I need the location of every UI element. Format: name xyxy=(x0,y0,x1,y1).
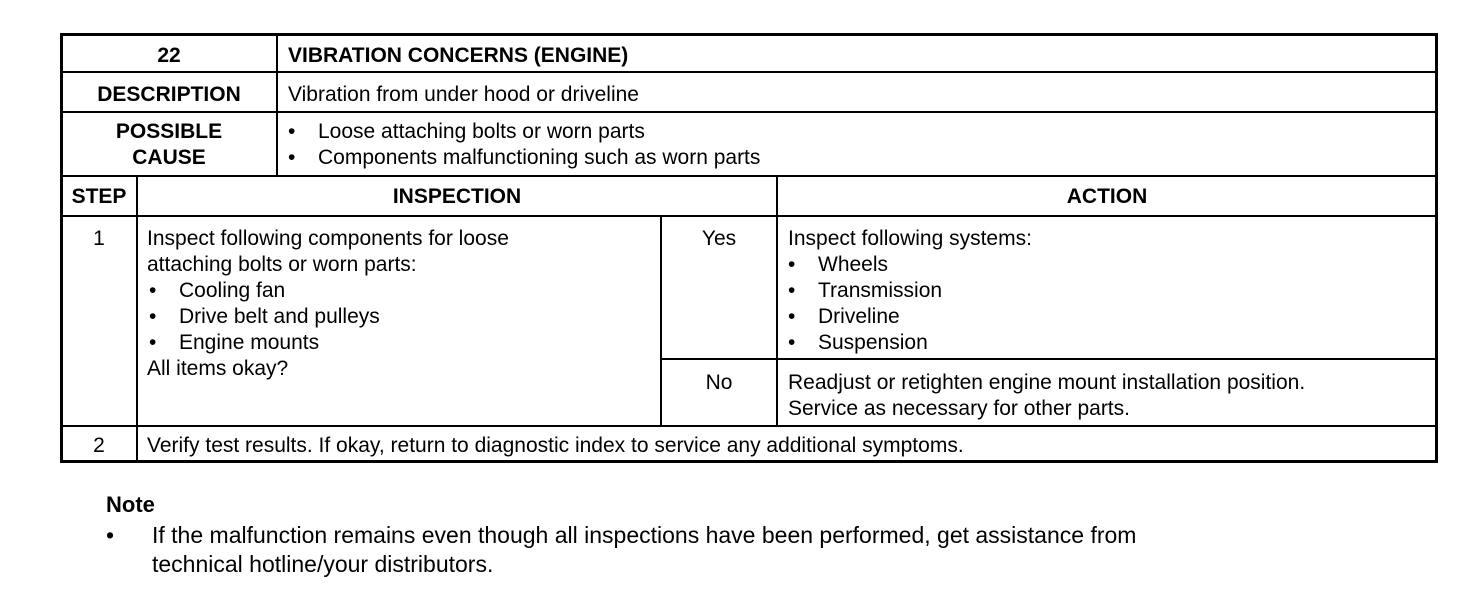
bullet-icon: • xyxy=(788,279,796,302)
column-step: STEP xyxy=(71,185,127,208)
rule-columns xyxy=(62,215,1436,217)
list-item: • Loose attaching bolts or worn parts xyxy=(288,120,645,143)
rule-description xyxy=(62,111,1436,113)
bullet-icon: • xyxy=(149,305,157,328)
rule-header xyxy=(62,71,1436,73)
step-1-question: All items okay? xyxy=(147,357,289,380)
description-label: DESCRIPTION xyxy=(97,83,241,106)
rule-cause xyxy=(62,175,1436,177)
action-no: Readjust or retighten engine mount installation position. Service as necessary for other parts. xyxy=(788,371,1306,420)
list-item: • Wheels xyxy=(788,253,889,276)
list-item: • Drive belt and pulleys xyxy=(149,305,380,328)
step-1-inspection: Inspect following components for loose attaching bolts or worn parts: • Cooling fan • Drive belt and pulleys • Engine mounts All items okay? xyxy=(147,227,509,380)
bullet-icon: • xyxy=(788,305,796,328)
bullet-icon: • xyxy=(288,146,296,169)
bullet-icon: • xyxy=(788,331,796,354)
step-2-text: Verify test results. If okay, return to diagnostic index to service any additional symptoms. xyxy=(147,434,964,457)
list-item: • Transmission xyxy=(788,279,943,302)
answer-yes: Yes xyxy=(701,227,737,250)
description-text: Vibration from under hood or driveline xyxy=(288,83,639,106)
bullet-icon: • xyxy=(149,331,157,354)
bullet-icon: • xyxy=(788,253,796,276)
column-action: ACTION xyxy=(1066,185,1148,208)
list-item: • Engine mounts xyxy=(149,331,320,354)
possible-cause-label-line1: POSSIBLE xyxy=(115,120,223,143)
table-title: VIBRATION CONCERNS (ENGINE) xyxy=(288,44,629,67)
possible-cause-list xyxy=(286,119,760,171)
action-yes: Inspect following systems: • Wheels • Transmission • Driveline • Suspension xyxy=(788,227,1032,354)
bullet-icon: • xyxy=(106,522,115,548)
list-item: • Cooling fan xyxy=(149,279,286,302)
rule-step-col xyxy=(136,176,138,461)
list-item: • Suspension xyxy=(788,331,928,354)
note-line-2: technical hotline/your distributors. xyxy=(152,551,494,577)
bullet-icon: • xyxy=(149,279,157,302)
rule-step1 xyxy=(62,425,1436,427)
answer-no: No xyxy=(705,371,733,394)
table-number: 22 xyxy=(157,44,181,67)
column-inspection: INSPECTION xyxy=(392,185,522,208)
possible-cause-label-line2: CAUSE xyxy=(132,146,206,169)
list-item: • Components malfunctioning such as worn parts xyxy=(288,146,761,169)
note-title: Note xyxy=(106,492,155,517)
step-1-number: 1 xyxy=(93,227,105,250)
bullet-icon: • xyxy=(288,120,296,143)
list-item: • Driveline xyxy=(788,305,900,328)
note-line-1: If the malfunction remains even though all inspections have been performed, get assistance from xyxy=(152,522,1137,548)
rule-action-col xyxy=(776,176,778,426)
step-2-number: 2 xyxy=(93,434,105,457)
rule-label-col xyxy=(276,35,278,176)
